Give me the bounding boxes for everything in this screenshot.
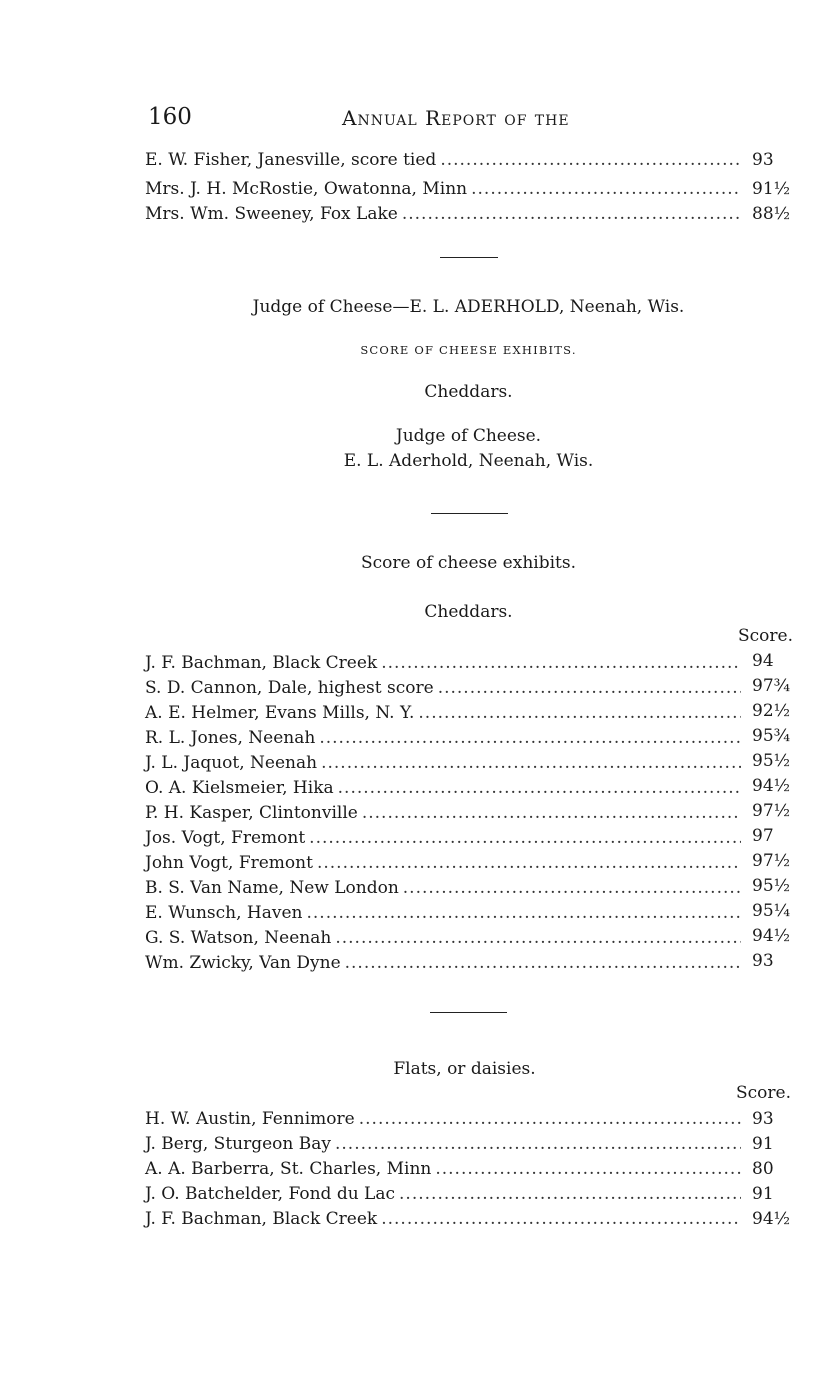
- judge-line: Judge of Cheese—E. L. ADERHOLD, Neenah, Wis.: [252, 297, 685, 317]
- entry-score: 94: [752, 651, 774, 671]
- judge-block-line2: E. L. Aderhold, Neenah, Wis.: [343, 451, 594, 471]
- page-number: 160: [148, 104, 192, 130]
- entry-name: A. E. Helmer, Evans Mills, N. Y.: [145, 703, 415, 723]
- entry-name: J. L. Jaquot, Neenah: [145, 753, 318, 773]
- entry-score: 94½: [752, 926, 791, 946]
- entry-score: 80: [752, 1159, 774, 1179]
- list-item: [145, 851, 745, 875]
- list-item: [145, 1132, 745, 1156]
- leader-dots: [359, 1107, 741, 1131]
- cheddars-heading: Cheddars.: [424, 382, 513, 402]
- leader-dots: [440, 148, 741, 172]
- section-divider: [440, 257, 498, 258]
- score-heading: Score of cheese exhibits.: [360, 553, 576, 573]
- leader-dots: [306, 901, 741, 925]
- entry-name: Wm. Zwicky, Van Dyne: [145, 953, 341, 973]
- entry-name: John Vogt, Fremont: [145, 853, 313, 873]
- entry-name: O. A. Kielsmeier, Hika: [145, 778, 334, 798]
- entry-score: 93: [752, 150, 774, 170]
- leader-dots: [399, 1182, 741, 1206]
- entry-name: J. Berg, Sturgeon Bay: [145, 1134, 331, 1154]
- judge-block-line1: Judge of Cheese.: [395, 426, 542, 446]
- entry-name: H. W. Austin, Fennimore: [145, 1109, 355, 1129]
- entry-name: J. F. Bachman, Black Creek: [145, 1209, 378, 1229]
- list-item: [145, 701, 745, 725]
- list-item: [145, 1157, 745, 1181]
- leader-dots: [321, 751, 741, 775]
- leader-dots: [471, 177, 741, 201]
- score-column-label: Score.: [738, 626, 793, 646]
- entry-score: 97½: [752, 851, 791, 871]
- list-item: [145, 726, 745, 750]
- flats-heading: Flats, or daisies.: [393, 1059, 536, 1079]
- leader-dots: [345, 951, 741, 975]
- entry-score: 95¼: [752, 901, 791, 921]
- list-item: [145, 177, 745, 201]
- entry-name: Mrs. Wm. Sweeney, Fox Lake: [145, 204, 398, 224]
- entry-score: 93: [752, 951, 774, 971]
- list-item: [145, 148, 745, 172]
- entry-score: 88½: [752, 204, 791, 224]
- entry-name: J. O. Batchelder, Fond du Lac: [145, 1184, 396, 1204]
- list-item: [145, 801, 745, 825]
- entry-name: G. S. Watson, Neenah: [145, 928, 332, 948]
- running-head: Annual Report of the: [342, 106, 570, 130]
- score-column-label: Score.: [736, 1083, 791, 1103]
- list-item: [145, 751, 745, 775]
- list-item: [145, 901, 745, 925]
- list-item: [145, 1207, 745, 1231]
- leader-dots: [335, 1132, 741, 1156]
- list-item: [145, 1107, 745, 1131]
- entry-name: A. A. Barberra, St. Charles, Minn: [145, 1159, 432, 1179]
- page-header: [145, 104, 800, 134]
- section-divider: [430, 1012, 507, 1013]
- leader-dots: [319, 726, 741, 750]
- leader-dots: [403, 876, 741, 900]
- entry-score: 92½: [752, 701, 791, 721]
- list-item: [145, 676, 745, 700]
- leader-dots: [402, 202, 741, 226]
- entry-score: 95½: [752, 751, 791, 771]
- list-item: [145, 876, 745, 900]
- list-item: [145, 826, 745, 850]
- leader-dots: [309, 826, 741, 850]
- section-heading-caps: SCORE OF CHEESE EXHIBITS.: [360, 343, 577, 357]
- list-item: [145, 951, 745, 975]
- entry-score: 97¾: [752, 676, 791, 696]
- entry-name: P. H. Kasper, Clintonville: [145, 803, 358, 823]
- leader-dots: [435, 1157, 741, 1181]
- entry-score: 94½: [752, 1209, 791, 1229]
- entry-score: 91: [752, 1134, 774, 1154]
- entry-name: B. S. Van Name, New London: [145, 878, 399, 898]
- entry-name: Mrs. J. H. McRostie, Owatonna, Minn: [145, 179, 468, 199]
- entry-score: 91: [752, 1184, 774, 1204]
- entry-score: 93: [752, 1109, 774, 1129]
- leader-dots: [338, 776, 741, 800]
- entry-name: Jos. Vogt, Fremont: [145, 828, 306, 848]
- entry-name: J. F. Bachman, Black Creek: [145, 653, 378, 673]
- entry-score: 95½: [752, 876, 791, 896]
- list-item: [145, 926, 745, 950]
- cheddars-section-heading: Cheddars.: [424, 602, 513, 622]
- entry-name: S. D. Cannon, Dale, highest score: [145, 678, 434, 698]
- entry-score: 97: [752, 826, 774, 846]
- list-item: [145, 776, 745, 800]
- leader-dots: [381, 651, 741, 675]
- leader-dots: [335, 926, 741, 950]
- list-item: [145, 651, 745, 675]
- list-item: [145, 202, 745, 226]
- leader-dots: [362, 801, 741, 825]
- leader-dots: [418, 701, 741, 725]
- entry-name: E. W. Fisher, Janesville, score tied: [145, 150, 437, 170]
- entry-name: R. L. Jones, Neenah: [145, 728, 316, 748]
- leader-dots: [381, 1207, 741, 1231]
- entry-score: 97½: [752, 801, 791, 821]
- section-divider: [431, 513, 508, 514]
- entry-score: 94½: [752, 776, 791, 796]
- entry-score: 91½: [752, 179, 791, 199]
- entry-score: 95¾: [752, 726, 791, 746]
- leader-dots: [317, 851, 741, 875]
- list-item: [145, 1182, 745, 1206]
- entry-name: E. Wunsch, Haven: [145, 903, 303, 923]
- leader-dots: [438, 676, 741, 700]
